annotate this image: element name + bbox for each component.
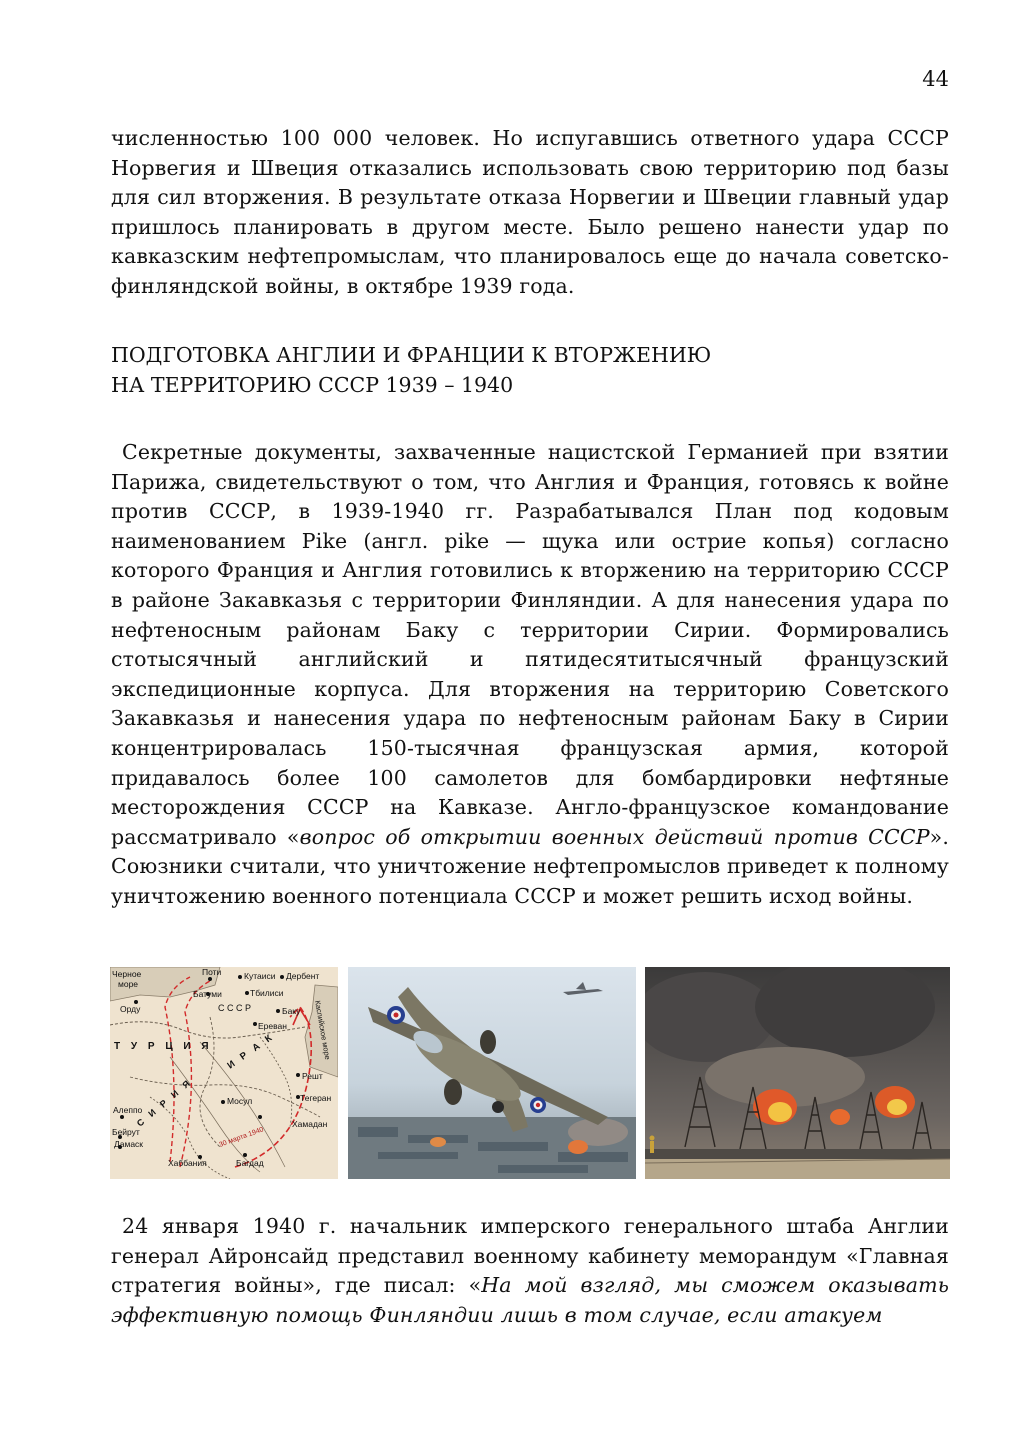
map-label-sss: С С С Р bbox=[218, 1003, 252, 1013]
map-label-aleppo: Алеппо bbox=[113, 1105, 143, 1115]
map-label-black-sea-2: море bbox=[118, 979, 139, 989]
section-heading-line-2: НА ТЕРРИТОРИЮ СССР 1939 – 1940 bbox=[111, 373, 514, 397]
map-label-iraq: И Р А К bbox=[225, 1031, 277, 1072]
caucasus-invasion-map bbox=[110, 967, 338, 1179]
paragraph-ironside-memorandum bbox=[111, 1212, 949, 1330]
map-label-syria: С И Р И Я bbox=[134, 1076, 195, 1129]
map-label-caspian: Каспийское море bbox=[313, 999, 333, 1061]
burning-oilfields-painting bbox=[645, 967, 950, 1179]
map-label-baku: Баку bbox=[282, 1006, 301, 1016]
map-label-black-sea-1: Черное bbox=[112, 969, 142, 979]
paragraph-pike-plan-text-end: ». Союзники считали, что уничтожение нефтепромыслов приведет к полному уничтожению военного потенциала СССР и может решить исход войны. bbox=[111, 824, 949, 908]
section-heading-line-1: ПОДГОТОВКА АНГЛИИ И ФРАНЦИИ К ВТОРЖЕНИЮ bbox=[111, 343, 712, 367]
map-label-bagdad: Багдад bbox=[236, 1158, 264, 1168]
figure-row bbox=[110, 967, 950, 1179]
map-label-hamadan: Хамадан bbox=[292, 1119, 328, 1129]
paragraph-pike-plan-quote: вопрос об открытии военных действий против СССР bbox=[299, 824, 930, 849]
map-label-mosul: Мосул bbox=[227, 1096, 253, 1106]
paragraph-pike-plan-text: Секретные документы, захваченные нацистской Германией при взятии Парижа, свидетельствуют о том, что Англия и Франция, готовясь к войне против СССР, в 1939-1940 гг. Разрабатывался План под кодовым наименованием Pike (англ. pike — щука или острие копья) согласно которого Франция и Англия готовились к вторжению на территорию СССР в районе Закавказья с территории Финляндии. А для нанесения удара по нефтеносным районам Баку с территории Сирии. Формировались стотысячный английский и пятидесятитысячный французский экспедиционные корпуса. Для вторжения на территорию Советского Закавказья и нанесения удара по нефтеносным районам Баку в Сирии концентрировалась 150-тысячная французская армия, которой придавалось более 100 самолетов для бомбардировки нефтяные месторождения СССР на Кавказе. Англо-французское командование рассматривало « bbox=[111, 440, 949, 849]
map-label-erevan: Ереван bbox=[258, 1021, 287, 1031]
page-number: 44 bbox=[922, 67, 949, 91]
map-label-kutaisi: Кутаиси bbox=[244, 971, 276, 981]
map-label-tegeran: Тегеран bbox=[300, 1093, 332, 1103]
paragraph-pike-plan bbox=[111, 438, 949, 912]
section-heading bbox=[111, 340, 949, 400]
map-label-batumi: Батуми bbox=[193, 989, 222, 999]
paragraph-ironside-quote: На мой взгляд, мы сможем оказывать эффективную помощь Финляндии лишь в том случае, если атакуем bbox=[111, 1273, 949, 1327]
map-label-habbania: Хаббания bbox=[168, 1158, 207, 1168]
map-label-poti: Поти bbox=[202, 967, 222, 977]
paragraph-ironside-text: 24 января 1940 г. начальник имперского генерального штаба Англии генерал Айронсайд представил военному кабинету меморандум «Главная стратегия войны», где писал: « bbox=[111, 1214, 949, 1298]
map-label-tbilisi: Тбилиси bbox=[250, 988, 284, 998]
bomber-painting bbox=[348, 967, 636, 1179]
map-label-route-date: 30 марта 1940 bbox=[218, 1126, 265, 1149]
map-label-resht: Решт bbox=[302, 1071, 323, 1081]
paragraph-intro: численностью 100 000 человек. Но испугавшись ответного удара СССР Норвегия и Швеция отказались использовать свою территорию под базы для сил вторжения. В результате отказа Норвегии и Швеции главный удар пришлось планировать в другом месте. Было решено нанести удар по кавказским нефтепромыслам, что планировалось еще до начала советско-финляндской войны, в октябре 1939 года. bbox=[111, 126, 949, 298]
map-label-turkey: Т У Р Ц И Я bbox=[114, 1041, 213, 1052]
map-label-ordu: Орду bbox=[120, 1004, 141, 1014]
map-label-derbent: Дербент bbox=[286, 971, 320, 981]
map-label-damask: Дамаск bbox=[114, 1139, 144, 1149]
map-label-beirut: Бейрут bbox=[112, 1127, 140, 1137]
